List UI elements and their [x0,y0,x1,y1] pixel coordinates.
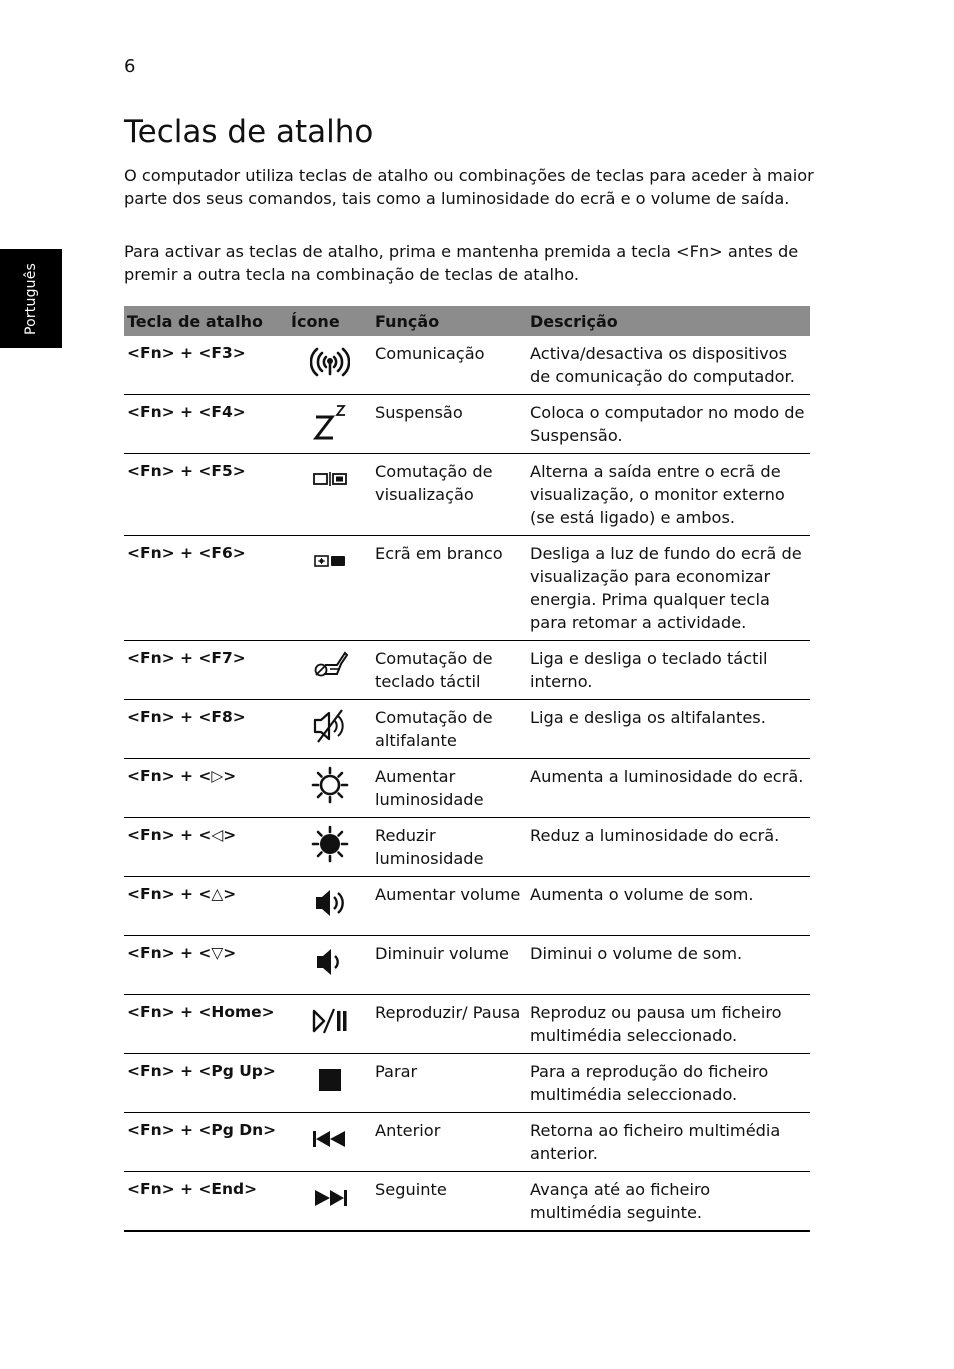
previous-track-icon [310,1119,350,1159]
hotkey-cell: <Fn> + <F8> [124,700,288,759]
hotkey-cell: <Fn> + <F4> [124,395,288,454]
function-cell: Anterior [372,1113,527,1172]
function-cell: Comutação de altifalante [372,700,527,759]
header-hotkey: Tecla de atalho [124,306,288,336]
next-track-icon [310,1178,350,1218]
stop-icon [310,1060,350,1100]
function-cell: Parar [372,1054,527,1113]
table-row [124,536,810,641]
table-row [124,336,810,395]
table-row [124,818,810,877]
table-row [124,1172,810,1232]
description-cell: Avança até ao ficheiro multimédia seguinte. [527,1172,810,1232]
table-row [124,877,810,936]
header-icon: Ícone [288,306,372,336]
description-cell: Activa/desactiva os dispositivos de comunicação do computador. [527,336,810,395]
description-cell: Aumenta a luminosidade do ecrã. [527,759,810,818]
table-header-row [124,306,810,336]
description-cell: Para a reprodução do ficheiro multimédia seleccionado. [527,1054,810,1113]
hotkey-cell: <Fn> + <Pg Up> [124,1054,288,1113]
table-row [124,454,810,536]
hotkey-cell: <Fn> + <F7> [124,641,288,700]
description-cell: Liga e desliga os altifalantes. [527,700,810,759]
function-cell: Aumentar luminosidade [372,759,527,818]
table-row [124,936,810,995]
function-cell: Comutação de teclado táctil [372,641,527,700]
hotkey-cell: <Fn> + <▷> [124,759,288,818]
table-row [124,759,810,818]
hotkey-cell: <Fn> + <End> [124,1172,288,1232]
screen-blank-icon [310,542,350,582]
volume-up-icon [310,883,350,923]
page-title: Teclas de atalho [124,114,374,150]
function-cell: Comunicação [372,336,527,395]
touchpad-toggle-icon [310,647,350,687]
function-cell: Ecrã em branco [372,536,527,641]
hotkeys-table [124,306,810,1232]
hotkey-cell: <Fn> + <◁> [124,818,288,877]
function-cell: Seguinte [372,1172,527,1232]
function-cell: Reproduzir/ Pausa [372,995,527,1054]
table-row [124,1054,810,1113]
function-cell: Suspensão [372,395,527,454]
table-row [124,995,810,1054]
hotkey-cell: <Fn> + <F3> [124,336,288,395]
hotkey-cell: <Fn> + <Home> [124,995,288,1054]
hotkey-cell: <Fn> + <△> [124,877,288,936]
description-cell: Liga e desliga o teclado táctil interno. [527,641,810,700]
function-cell: Diminuir volume [372,936,527,995]
language-side-tab [0,249,62,348]
description-cell: Diminui o volume de som. [527,936,810,995]
hotkey-cell: <Fn> + <▽> [124,936,288,995]
hotkey-cell: <Fn> + <F5> [124,454,288,536]
speaker-mute-icon [310,706,350,746]
hotkey-cell: <Fn> + <F6> [124,536,288,641]
description-cell: Reduz a luminosidade do ecrã. [527,818,810,877]
language-label: Português [23,262,40,335]
header-description: Descrição [527,306,810,336]
brightness-down-icon [310,824,350,864]
function-cell: Reduzir luminosidade [372,818,527,877]
description-cell: Desliga a luz de fundo do ecrã de visualização para economizar energia. Prima qualquer tecla para retomar a actividade. [527,536,810,641]
display-switch-icon [310,460,350,500]
function-cell: Comutação de visualização [372,454,527,536]
intro-paragraph-1: O computador utiliza teclas de atalho ou combinações de teclas para aceder à maior parte dos seus comandos, tais como a luminosidade do ecrã e o volume de saída. [124,166,814,208]
intro-paragraph-2: Para activar as teclas de atalho, prima e mantenha premida a tecla <Fn> antes de premir a outra tecla na combinação de teclas de atalho. [124,242,799,284]
description-cell: Aumenta o volume de som. [527,877,810,936]
function-cell: Aumentar volume [372,877,527,936]
header-function: Função [372,306,527,336]
description-cell: Retorna ao ficheiro multimédia anterior. [527,1113,810,1172]
table-row [124,1113,810,1172]
volume-down-icon [310,942,350,982]
page-number: 6 [124,56,136,77]
table-row [124,395,810,454]
table-row [124,700,810,759]
description-cell: Reproduz ou pausa um ficheiro multimédia seleccionado. [527,995,810,1054]
sleep-icon [310,401,350,441]
description-cell: Alterna a saída entre o ecrã de visualização, o monitor externo (se está ligado) e ambos. [527,454,810,536]
hotkey-cell: <Fn> + <Pg Dn> [124,1113,288,1172]
play-pause-icon [310,1001,350,1041]
brightness-up-icon [310,765,350,805]
table-row [124,641,810,700]
description-cell: Coloca o computador no modo de Suspensão. [527,395,810,454]
wireless-icon [310,342,350,382]
